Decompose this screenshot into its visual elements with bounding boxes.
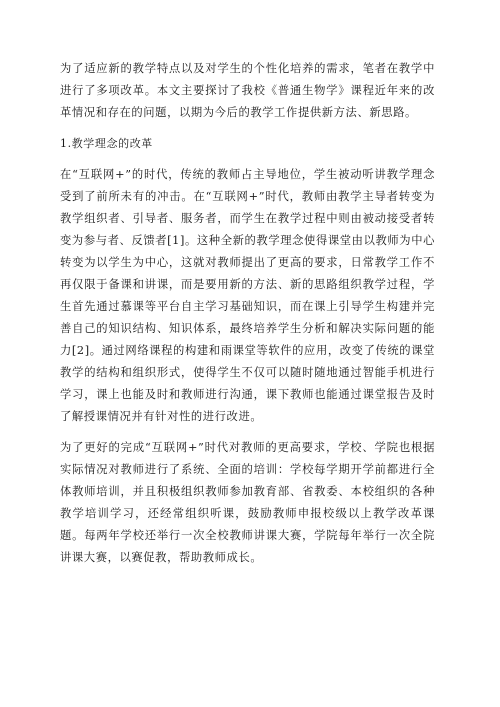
body-paragraph: 为了更好的完成“互联网+”时代对教师的更高要求，学校、学院也根据实际情况对教师进行了系统、全面的培训：学校每学期开学前都进行全体教师培训，并且积极组织教师参加教育部、省教委、本校组织的各种教学培训学习，还经常组织听课，鼓励教师申报校级以上教学改革课题。每两年学校还举行一次全校教师讲课大赛，学院每年举行一次全院讲课大赛，以赛促教，帮助教师成长。 xyxy=(60,441,435,564)
document-body xyxy=(60,58,435,578)
body-paragraph: 在“互联网+”的时代，传统的教师占主导地位，学生被动听讲教学理念受到了前所未有的冲击。在“互联网+”时代，教师由教学主导者转变为教学组织者、引导者、服务者，而学生在教学过程中则由被动接受者转变为参与者、反馈者[1]。这种全新的教学理念使得课堂由以教师为中心转变为以学生为中心，这就对教师提出了更高的要求，日常教学工作不再仅限于备课和讲课，而是要用新的方法、新的思路组织教学过程，学生首先通过慕课等平台自主学习基础知识，而在课上引导学生构建并完善自己的知识结构、知识体系，最终培养学生分析和解决实际问题的能力[2]。通过网络课程的构建和雨课堂等软件的应用，改变了传统的课堂教学的结构和组织形式，使得学生不仅可以随时随地通过智能手机进行学习，课上也能及时和教师进行沟通，课下教师也能通过课堂报告及时了解授课情况并有针对性的进行改进。 xyxy=(60,168,435,423)
intro-paragraph: 为了适应新的教学特点以及对学生的个性化培养的需求，笔者在教学中进行了多项改革。本文主要探讨了我校《普通生物学》课程近年来的改革情况和存在的问题，以期为今后的教学工作提供新方法、新思路。 xyxy=(60,62,435,119)
section-heading: 1.教学理念的改革 xyxy=(60,137,153,150)
